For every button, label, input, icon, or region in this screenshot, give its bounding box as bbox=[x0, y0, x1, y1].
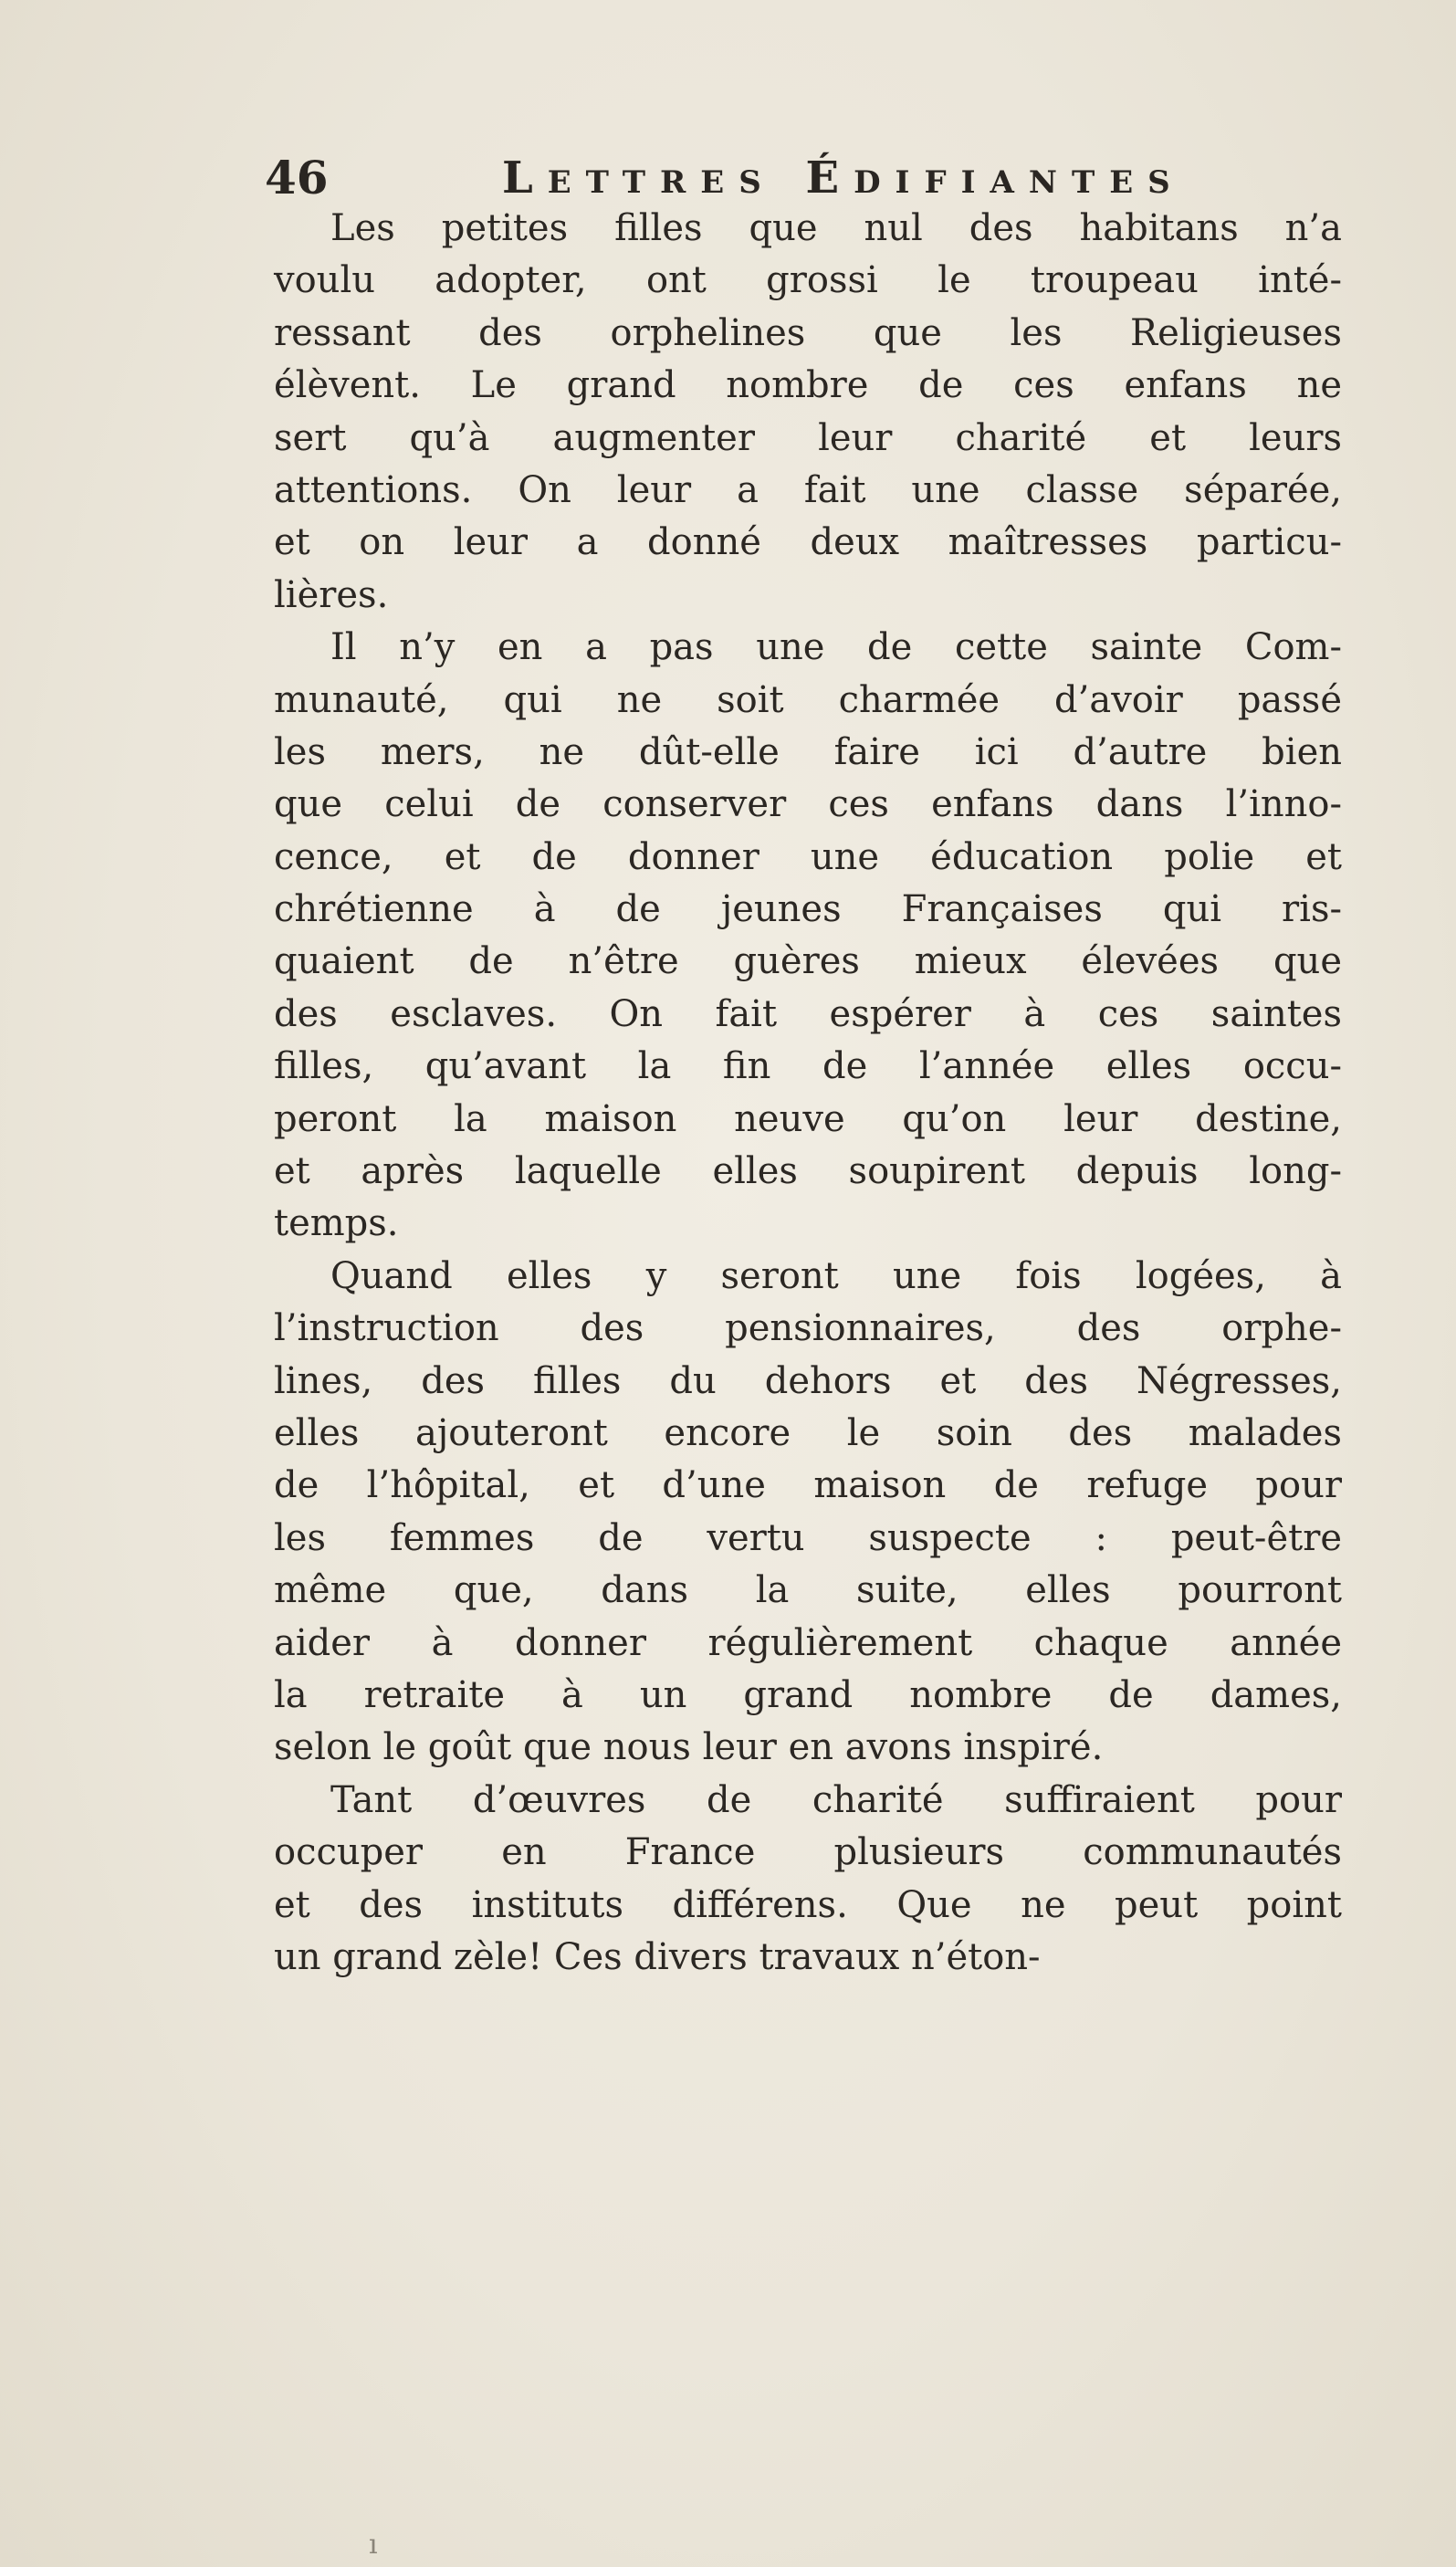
text-line: peront la maison neuve qu’on leur destine, bbox=[274, 1097, 1342, 1140]
text-line: munauté, qui ne soit charmée d’avoir passé bbox=[274, 678, 1342, 721]
text-line: élèvent. Le grand nombre de ces enfans ne bbox=[274, 364, 1342, 407]
text-line: et après laquelle elles soupirent depuis long- bbox=[274, 1150, 1342, 1193]
text-line: Il n’y en a pas une de cette sainte Com- bbox=[330, 626, 1342, 669]
text-line: cence, et de donner une éducation polie et bbox=[274, 835, 1342, 878]
text-line: et on leur a donné deux maîtresses particu- bbox=[274, 521, 1342, 564]
text-line: l’instruction des pensionnaires, des orphe- bbox=[274, 1307, 1342, 1350]
text-line: filles, qu’avant la fin de l’année elles occu- bbox=[274, 1045, 1342, 1088]
text-line: et des instituts différens. Que ne peut point bbox=[274, 1883, 1342, 1926]
text-line: sert qu’à augmenter leur charité et leurs bbox=[274, 416, 1342, 459]
text-line: quaient de n’être guères mieux élevées que bbox=[274, 940, 1342, 983]
paragraph bbox=[274, 203, 1342, 622]
text-line: que celui de conserver ces enfans dans l’inno- bbox=[274, 783, 1342, 826]
paragraph bbox=[274, 622, 1342, 1251]
text-line: attentions. On leur a fait une classe séparée, bbox=[274, 468, 1342, 511]
text-line: occuper en France plusieurs communautés bbox=[274, 1831, 1342, 1874]
text-line: lières. bbox=[274, 573, 389, 616]
text-line: elles ajouteront encore le soin des malades bbox=[274, 1411, 1342, 1454]
running-title: Lettres Édifiantes bbox=[502, 152, 1185, 204]
text-line: des esclaves. On fait espérer à ces saintes bbox=[274, 992, 1342, 1035]
text-line: Quand elles y seront une fois logées, à bbox=[330, 1254, 1342, 1297]
page-header bbox=[265, 146, 1360, 210]
text-line: même que, dans la suite, elles pourront bbox=[274, 1569, 1342, 1612]
text-line: les femmes de vertu suspecte : peut-être bbox=[274, 1516, 1342, 1559]
text-line: la retraite à un grand nombre de dames, bbox=[274, 1673, 1342, 1716]
text-line: voulu adopter, ont grossi le troupeau inté- bbox=[274, 259, 1342, 302]
text-line: lines, des filles du dehors et des Négresses, bbox=[274, 1359, 1342, 1402]
text-line: les mers, ne dût-elle faire ici d’autre bien bbox=[274, 730, 1342, 773]
text-line: de l’hôpital, et d’une maison de refuge pour bbox=[274, 1464, 1342, 1507]
text-line: ressant des orphelines que les Religieuses bbox=[274, 311, 1342, 354]
bottom-mark: ı bbox=[369, 2529, 378, 2561]
page-number: 46 bbox=[265, 151, 329, 204]
paragraph bbox=[274, 1775, 1342, 1985]
body-text bbox=[274, 203, 1342, 1984]
paragraph bbox=[274, 1251, 1342, 1775]
text-line: temps. bbox=[274, 1202, 399, 1245]
text-line: chrétienne à de jeunes Françaises qui ris- bbox=[274, 888, 1342, 931]
text-line: Tant d’œuvres de charité suffiraient pour bbox=[330, 1778, 1342, 1821]
text-line: selon le goût que nous leur en avons inspiré. bbox=[274, 1726, 1104, 1769]
text-line: Les petites filles que nul des habitans n’a bbox=[330, 207, 1342, 249]
text-line: aider à donner régulièrement chaque année bbox=[274, 1621, 1342, 1664]
text-line: un grand zèle! Ces divers travaux n’éton- bbox=[274, 1935, 1041, 1978]
